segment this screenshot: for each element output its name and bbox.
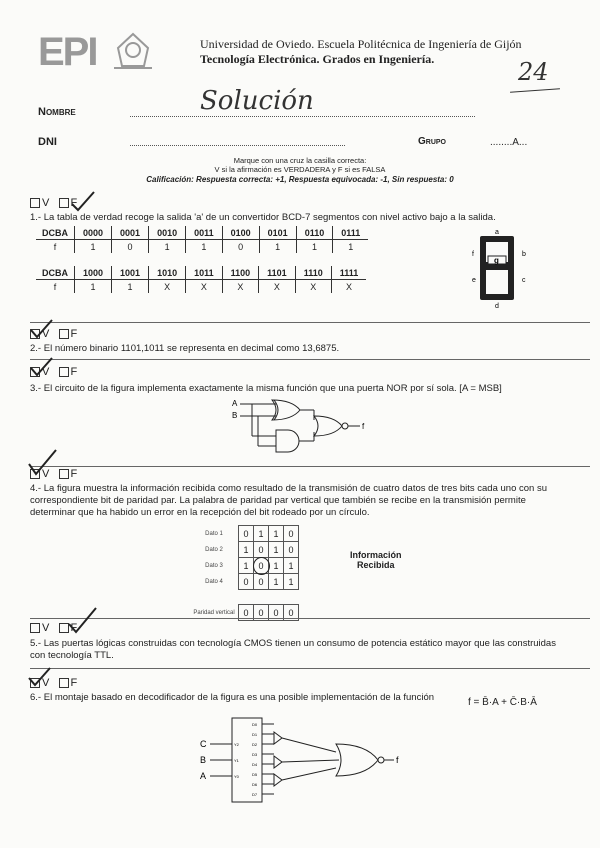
group-field[interactable]: ........A... (490, 137, 528, 148)
parity-bit: 0 (254, 558, 269, 574)
university-crest-icon (108, 28, 158, 70)
separator (30, 618, 590, 619)
tt1-output-4: 0 (222, 240, 259, 254)
tt1-output-7: 1 (333, 240, 369, 254)
tt2-output-7: X (331, 280, 366, 294)
tt1-output-6: 1 (296, 240, 333, 254)
parity-bit: 1 (284, 574, 299, 590)
q4-text: 4.- La figura muestra la información recibida como resultado de la transmisión de cuatro datos de tres bits cada uno con su correspondiente bit de paridad par. La palabra de paridad par vertical que también se recibe en la transmisión permite determinar que ha habido un error en la recepción del bit rodeado por un círculo. (30, 483, 547, 518)
decoder-input-pin: Y1 (234, 758, 239, 763)
q1-options: V F (30, 197, 77, 209)
seg-g-label: g (494, 256, 499, 265)
tt1-output-2: 1 (149, 240, 186, 254)
q5-options: V F (30, 622, 77, 634)
parity-vertical-bit: 0 (284, 605, 299, 621)
parity-bit: 1 (269, 526, 284, 542)
q2-check-mark-icon (28, 318, 56, 340)
seg-a-label: a (495, 229, 499, 236)
tt1-input-3: 0011 (186, 226, 223, 240)
tt1-input-6: 0110 (296, 226, 333, 240)
parity-bit: 0 (254, 574, 269, 590)
decoder-circuit-q6 (196, 716, 416, 806)
tt2-output-2: X (149, 280, 186, 294)
q1-check-mark-icon (68, 190, 98, 212)
decoder-output-pin: D6 (252, 782, 258, 787)
course-title: Tecnología Electrónica. Grados en Ingeniería. (200, 52, 435, 66)
q6-options: V F (30, 677, 77, 689)
name-label: Nombre (38, 106, 76, 118)
parity-row-label: Dato 4 (205, 578, 223, 585)
seg-d-label: d (495, 303, 499, 310)
tt1-input-5: 0101 (259, 226, 296, 240)
decoder-output-pin: D3 (252, 752, 258, 757)
q2-text: 2.- El número binario 1101,1011 se representa en decimal como 13,6875. (30, 343, 340, 354)
parity-bit: 1 (284, 558, 299, 574)
q3-check-mark-icon (28, 356, 56, 378)
info-label: Información Recibida (350, 550, 402, 570)
tt2-input-1: 1001 (112, 266, 149, 280)
q5-checkbox-v[interactable] (30, 623, 40, 633)
q4-check-mark-icon (26, 448, 60, 478)
decoder-output-label: f (396, 755, 399, 765)
tt2-input-6: 1110 (295, 266, 331, 280)
parity-bit: 0 (254, 542, 269, 558)
decoder-output-pin: D2 (252, 742, 258, 747)
q6-check-mark-icon (26, 666, 54, 688)
parity-vertical-bit: 0 (269, 605, 284, 621)
tt1-input-4: 0100 (222, 226, 259, 240)
q3-text: 3.- El circuito de la figura implementa exactamente la misma función que una puerta NOR por sí sola. [A = MSB] (30, 383, 502, 394)
q1-text: 1.- La tabla de verdad recoge la salida 'a' de un convertidor BCD-7 segmentos con nivel activo bajo a la salida. (30, 212, 496, 223)
tt1-input-0: 0000 (75, 226, 112, 240)
parity-bit: 0 (284, 542, 299, 558)
tt1-output-1: 0 (112, 240, 149, 254)
name-value: Solución (200, 86, 314, 116)
q4-options: V F (30, 468, 77, 480)
tt1-output-5: 1 (259, 240, 296, 254)
dni-field[interactable] (130, 145, 345, 146)
tt1-input-2: 0010 (149, 226, 186, 240)
parity-bit: 1 (239, 558, 254, 574)
logo-epi: EPI (38, 30, 97, 74)
q4-checkbox-f[interactable] (59, 469, 69, 479)
score: 24 (518, 58, 549, 86)
circuit-input-a: A (232, 399, 238, 408)
tt2-output-1: 1 (112, 280, 149, 294)
circuit-input-b: B (232, 411, 238, 420)
decoder-input-pin: Y0 (234, 774, 239, 779)
q2-options: V F (30, 328, 77, 340)
seg-f-label: f (472, 251, 474, 258)
tt2-output-3: X (186, 280, 223, 294)
decoder-output-pin: D0 (252, 722, 258, 727)
seven-segment-display (470, 226, 530, 310)
q5-text: 5.- Las puertas lógicas construidas con tecnología CMOS tienen un consumo de potencia estático mayor que las construidas con tecnología TTL. (30, 638, 556, 661)
tt2-input-2: 1010 (149, 266, 186, 280)
seg-b-label: b (522, 251, 526, 258)
decoder-output-pin: D7 (252, 792, 258, 797)
parity-bit: 1 (269, 558, 284, 574)
decoder-output-pin: D5 (252, 772, 258, 777)
logic-circuit-q3 (228, 396, 378, 458)
instruction-2: V si la afirmación es VERDADERA y F si es FALSA (214, 165, 386, 174)
instruction-3: Calificación: Respuesta correcta: +1, Respuesta equivocada: -1, Sin respuesta: 0 (146, 175, 454, 184)
tt2-input-5: 1101 (259, 266, 296, 280)
tt2-input-0: 1000 (75, 266, 112, 280)
parity-bit: 1 (269, 542, 284, 558)
parity-bit: 1 (254, 526, 269, 542)
tt2-output-6: X (295, 280, 331, 294)
separator (30, 322, 590, 323)
name-field[interactable] (130, 116, 475, 117)
parity-row-label: Dato 3 (205, 562, 223, 569)
separator (30, 359, 590, 360)
institution-title: Universidad de Oviedo. Escuela Politécnica de Ingeniería de Gijón (200, 37, 522, 51)
parity-bit: 1 (239, 542, 254, 558)
score-underline (510, 88, 560, 92)
decoder-output-pin: D4 (252, 762, 258, 767)
seg-c-label: c (522, 277, 526, 284)
separator (30, 466, 590, 467)
parity-bit: 0 (284, 526, 299, 542)
q5-check-mark-icon (66, 606, 100, 636)
truth-table-1: DCBA 0000 0001 0010 0011 0100 0101 0110 0111 f 1 0 1 1 0 1 1 1 (36, 226, 368, 253)
decoder-input-B: B (200, 755, 207, 765)
group-label: Grupo (418, 136, 447, 147)
tt2-input-7: 1111 (331, 266, 366, 280)
tt1-output-0: 1 (75, 240, 112, 254)
parity-bit: 1 (269, 574, 284, 590)
parity-bit: 0 (239, 574, 254, 590)
tt2-output-0: 1 (75, 280, 112, 294)
q6-text: 6.- El montaje basado en decodificador de la figura es una posible implementación de la función (30, 692, 435, 703)
tt1-input-7: 0111 (333, 226, 369, 240)
parity-vertical-label: Paridad vertical (193, 609, 235, 616)
q1-checkbox-v[interactable] (30, 198, 40, 208)
q2-checkbox-f[interactable] (59, 329, 69, 339)
separator (30, 668, 590, 669)
parity-row-label: Dato 1 (205, 530, 223, 537)
decoder-output-pin: D1 (252, 732, 258, 737)
truth-table-2: DCBA 1000 1001 1010 1011 1100 1101 1110 1111 f 1 1 X X X X X X (36, 266, 366, 293)
q3-checkbox-f[interactable] (59, 367, 69, 377)
seg-e-label: e (472, 277, 476, 284)
decoder-input-C: C (200, 739, 207, 749)
instruction-1: Marque con una cruz la casilla correcta: (233, 156, 367, 165)
parity-bit: 0 (239, 526, 254, 542)
decoder-input-A: A (200, 771, 207, 781)
circuit-output: f (362, 422, 365, 431)
tt2-output-4: X (222, 280, 259, 294)
tt1-output-3: 1 (186, 240, 223, 254)
q3-options: V F (30, 366, 77, 378)
q6-function: f = B̄·A + C̄·B·Ā (468, 697, 537, 708)
tt2-output-5: X (259, 280, 296, 294)
dni-label: DNI (38, 136, 57, 148)
tt2-input-3: 1011 (186, 266, 223, 280)
parity-table (190, 525, 299, 621)
parity-vertical-bit: 0 (239, 605, 254, 621)
tt2-input-4: 1100 (222, 266, 259, 280)
parity-row-label: Dato 2 (205, 546, 223, 553)
group-value: A (512, 137, 519, 148)
tt1-input-1: 0001 (112, 226, 149, 240)
decoder-input-pin: Y2 (234, 742, 239, 747)
q6-checkbox-f[interactable] (59, 678, 69, 688)
parity-vertical-bit: 0 (254, 605, 269, 621)
